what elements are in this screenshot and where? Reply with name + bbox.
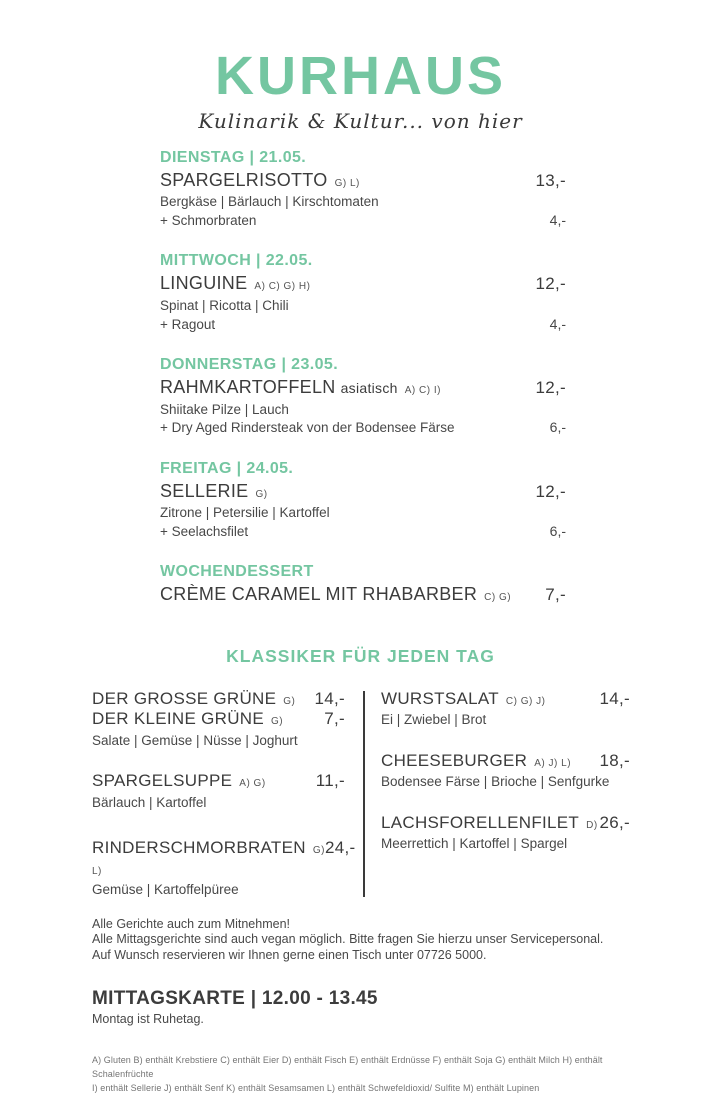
menu-item <box>381 751 630 791</box>
menu-item <box>92 838 356 898</box>
day-heading: MITTWOCH | 22.05. <box>160 252 313 270</box>
menu-item <box>381 813 630 853</box>
item-price: 7,- <box>324 709 345 729</box>
item-allergens: G) L) <box>92 845 325 877</box>
daily-section-freitag <box>160 460 566 541</box>
dish-row <box>160 170 566 192</box>
footer <box>92 917 641 1096</box>
dish-allergens: G) L) <box>334 177 360 189</box>
dish-price: 12,- <box>535 378 566 398</box>
addon-name: + Dry Aged Rindersteak von der Bodensee Färse <box>160 420 455 436</box>
spacer <box>381 729 630 751</box>
day-heading: FREITAG | 24.05. <box>160 459 294 477</box>
dessert-heading: WOCHENDESSERT <box>160 563 314 581</box>
dish-description: Spinat | Ricotta | Chili <box>160 297 289 313</box>
dish-name <box>160 377 441 399</box>
item-description: Meerrettich | Kartoffel | Spargel <box>381 836 568 852</box>
klassiker-left-column <box>92 689 356 899</box>
dish-row <box>160 377 566 399</box>
footer-note: Auf Wunsch reservieren wir Ihnen gerne einen Tisch unter 07726 5000. <box>92 948 487 963</box>
item-name <box>92 709 283 729</box>
addon-row <box>160 522 566 541</box>
item-row <box>381 689 630 709</box>
item-price: 26,- <box>599 812 630 832</box>
item-description: Ei | Zwiebel | Brot <box>381 712 487 728</box>
item-allergens: A) G) <box>239 778 266 790</box>
tagline: Kulinarik & Kultur... von hier <box>198 108 523 133</box>
item-price: 24,- <box>324 838 356 858</box>
item-price: 11,- <box>315 771 345 791</box>
item-title: RINDERSCHMORBRATEN <box>92 838 306 858</box>
addon-price: 4,- <box>549 315 566 332</box>
item-name <box>381 751 571 771</box>
item-price: 18,- <box>599 750 630 770</box>
dish-price: 12,- <box>535 481 566 501</box>
menu-item <box>92 771 345 811</box>
item-description: Bodensee Färse | Brioche | Senfgurke <box>381 774 610 790</box>
daily-section-donnerstag <box>160 356 566 437</box>
daily-section-dienstag <box>160 149 566 230</box>
dish-suffix: asiatisch <box>340 380 398 397</box>
addon-name: + Schmorbraten <box>160 212 257 228</box>
item-name <box>381 689 545 709</box>
allergen-legend <box>92 1054 641 1096</box>
footer-note: Alle Mittagsgerichte sind auch vegan möglich. Bitte fragen Sie hierzu unser Servicepersonal. <box>92 932 604 947</box>
item-title: WURSTSALAT <box>381 689 499 709</box>
item-row <box>92 838 356 879</box>
dish-row <box>160 584 566 606</box>
addon-row <box>160 418 566 437</box>
addon-row <box>160 315 566 334</box>
dish-title: SELLERIE <box>160 480 249 501</box>
spacer <box>381 791 630 813</box>
header <box>0 48 721 133</box>
allergen-legend-line: A) Gluten B) enthält Krebstiere C) enthält Eier D) enthält Fisch E) enthält Erdnüsse F) enthält Soja G) enthält Milch H) enthält Schalenfrüchte <box>92 1054 603 1079</box>
dish-row <box>160 481 566 503</box>
daily-menu <box>160 149 566 606</box>
column-divider <box>363 691 365 897</box>
dish-allergens: A) C) I) <box>404 385 441 397</box>
hours-heading: MITTAGSKARTE | 12.00 - 13.45 <box>92 987 378 1009</box>
dish-allergens: G) <box>255 488 268 500</box>
footer-note: Alle Gerichte auch zum Mitnehmen! <box>92 916 291 931</box>
daily-section-mittwoch <box>160 252 566 333</box>
dish-title: LINGUINE <box>160 273 248 294</box>
item-description: Bärlauch | Kartoffel <box>92 794 207 810</box>
dish-row <box>160 273 566 295</box>
dish-title: RAHMKARTOFFELN <box>160 377 336 398</box>
dish-allergens: C) G) <box>484 592 512 604</box>
closed-note: Montag ist Ruhetag. <box>92 1011 204 1026</box>
spacer <box>92 811 345 838</box>
dish-name <box>160 481 268 503</box>
addon-name: + Seelachsfilet <box>160 523 249 539</box>
item-price: 14,- <box>599 689 630 709</box>
item-name <box>92 838 325 879</box>
item-description: Gemüse | Kartoffelpüree <box>92 882 239 898</box>
dish-allergens: A) C) G) H) <box>254 281 311 293</box>
item-title: SPARGELSUPPE <box>92 771 233 791</box>
dish-description: Shiitake Pilze | Lauch <box>160 401 289 417</box>
item-row <box>92 771 345 791</box>
menu-item <box>92 709 345 749</box>
addon-row <box>160 211 566 230</box>
item-name <box>92 771 266 791</box>
item-name <box>92 689 295 709</box>
item-allergens: D) <box>586 819 598 831</box>
item-title: DER KLEINE GRÜNE <box>92 709 265 729</box>
item-name <box>381 813 598 833</box>
dish-name <box>160 273 310 295</box>
item-row <box>381 813 630 833</box>
dessert-section <box>160 563 566 606</box>
item-row <box>92 689 345 709</box>
day-heading: DIENSTAG | 21.05. <box>160 148 307 166</box>
addon-price: 4,- <box>549 211 566 228</box>
item-price: 14,- <box>314 689 345 709</box>
allergen-legend-line: I) enthält Sellerie J) enthält Senf K) enthält Sesamsamen L) enthält Schwefeldioxid/ Sulfite M) enthält Lupinen <box>92 1082 540 1093</box>
item-description: Salate | Gemüse | Nüsse | Joghurt <box>92 732 298 748</box>
menu-item <box>381 689 630 729</box>
item-allergens: G) <box>283 696 296 708</box>
day-heading: DONNERSTAG | 23.05. <box>160 356 339 374</box>
item-allergens: C) G) J) <box>505 696 546 708</box>
item-row <box>92 709 345 729</box>
menu-item <box>92 689 345 709</box>
addon-price: 6,- <box>549 522 566 539</box>
dish-price: 13,- <box>535 170 566 190</box>
dish-description: Bergkäse | Bärlauch | Kirschtomaten <box>160 194 379 210</box>
item-title: CHEESEBURGER <box>381 750 528 770</box>
klassiker-right-column <box>381 689 630 899</box>
addon-price: 6,- <box>549 419 566 436</box>
dish-title: CRÈME CARAMEL MIT RHABARBER <box>160 584 478 605</box>
item-title: LACHSFORELLENFILET <box>381 812 580 832</box>
item-allergens: G) <box>271 716 284 728</box>
spacer <box>92 749 345 771</box>
dish-title: SPARGELRISOTTO <box>160 169 328 190</box>
dish-price: 7,- <box>545 585 566 605</box>
item-title: DER GROSSE GRÜNE <box>92 689 277 709</box>
klassiker-heading: KLASSIKER FÜR JEDEN TAG <box>226 646 495 667</box>
restaurant-logo: KURHAUS <box>215 46 506 106</box>
dish-name <box>160 584 511 606</box>
dish-name <box>160 170 360 192</box>
klassiker-columns <box>92 689 630 899</box>
dish-description: Zitrone | Petersilie | Kartoffel <box>160 505 330 521</box>
item-row <box>381 751 630 771</box>
addon-name: + Ragout <box>160 316 216 332</box>
item-allergens: A) J) L) <box>534 757 572 769</box>
dish-price: 12,- <box>535 274 566 294</box>
